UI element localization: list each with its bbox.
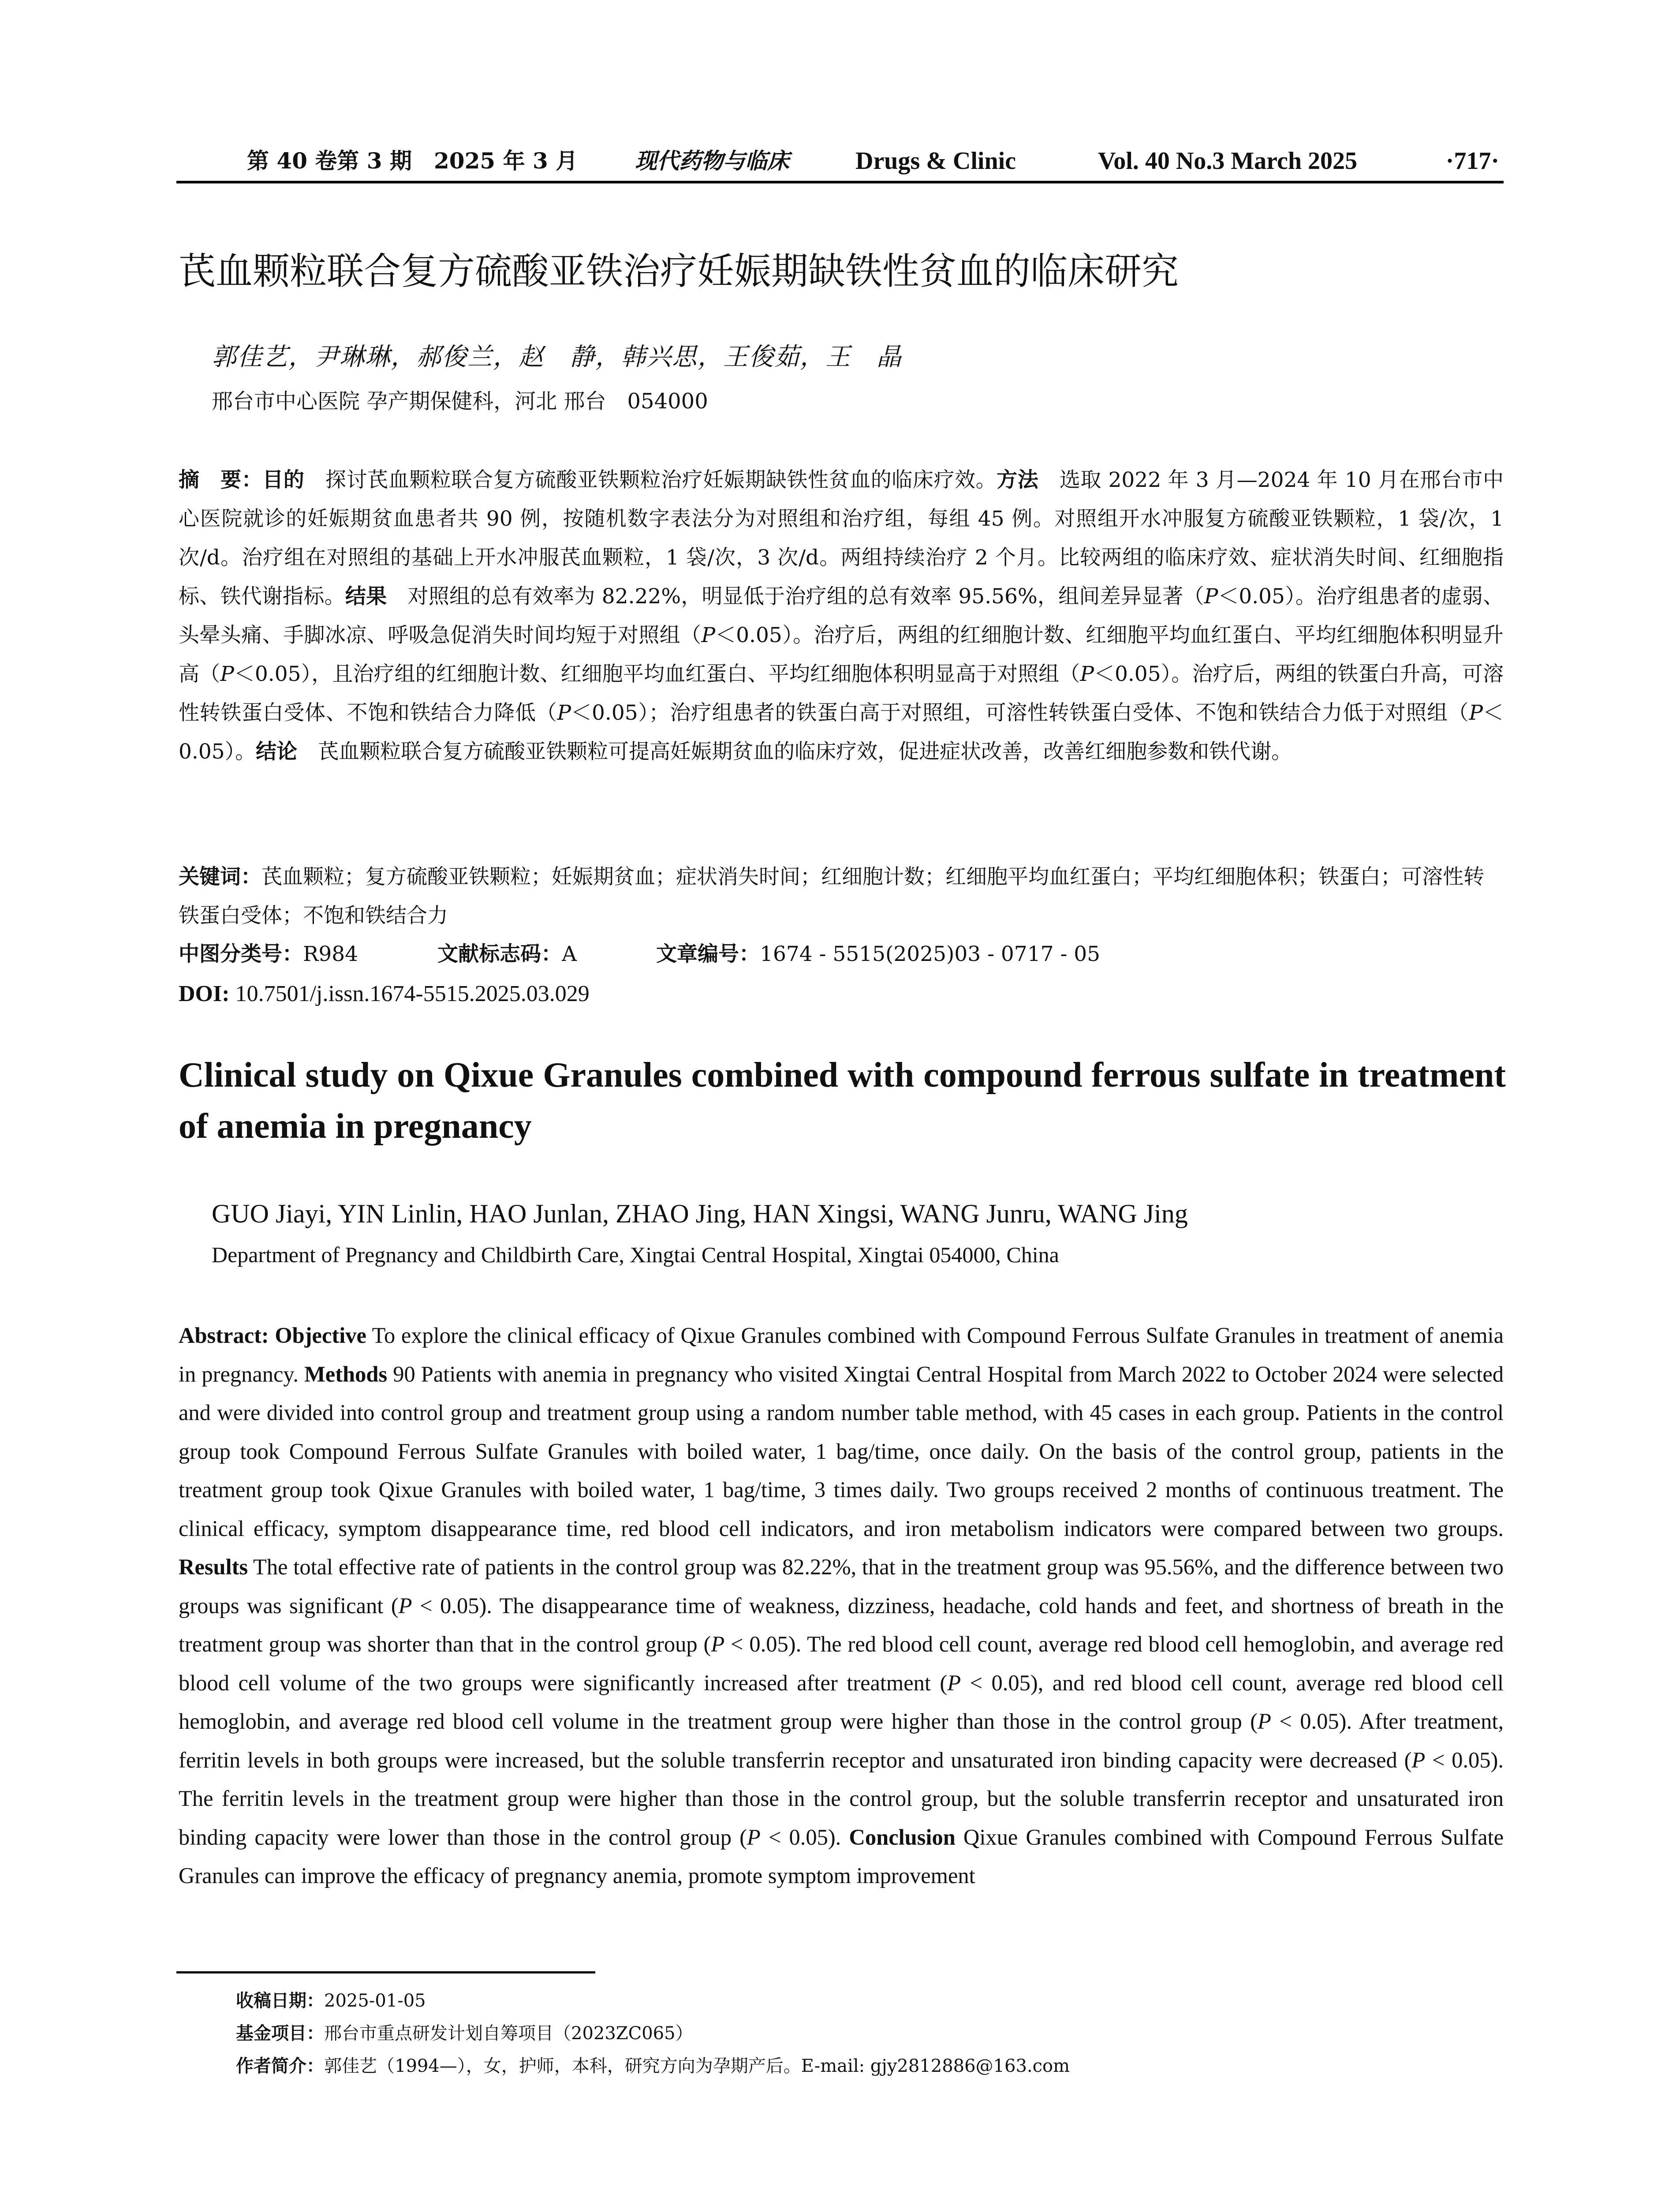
- doc-code-label: 文献标志码：: [437, 942, 562, 966]
- conclusion-cn-text: 芪血颗粒联合复方硫酸亚铁颗粒可提高妊娠期贫血的临床疗效，促进症状改善，改善红细胞参数和铁代谢。: [297, 740, 1292, 764]
- results-cn-text: ＜0.05），且治疗组的红细胞计数、红细胞平均血红蛋白、平均红细胞体积明显高于对照组（: [234, 662, 1080, 686]
- p-value-symbol: P: [1257, 1709, 1271, 1734]
- methods-cn-text: 选取 2022 年 3 月—2024 年 10 月在邢台市中心医院就诊的妊娠期贫血患者共 90 例，按随机数字表法分为对照组和治疗组，每组 45 例。对照组开水冲服复方硫酸亚铁颗粒，1 袋/次，1 次/d。治疗组在对照组的基础上开水冲服芪血颗粒，1 袋/次，3 次/d。两组持续治疗 2 个月。比较两组的临床疗效、症状消失时间、红细胞指标、铁代谢指标。: [179, 468, 1504, 609]
- keywords-cn: [179, 858, 1504, 935]
- objective-cn-label: 目的: [262, 468, 305, 492]
- results-cn-label: 结果: [345, 584, 387, 609]
- p-value-symbol: P: [220, 662, 234, 686]
- doc-code-value: A: [562, 942, 577, 966]
- header-journal-en: Drugs & Clinic: [855, 147, 1016, 175]
- results-en-text: The total effective rate of patients in the control group was 82.22%, that in the treatment group was 95.56%, and the difference between two groups was significant (: [179, 1555, 1504, 1618]
- methods-en-label: Methods: [304, 1361, 388, 1387]
- results-cn-text: ＜0.05）。治疗后，两组的红细胞计数、红细胞平均血红蛋白、平均红细胞体积明显升高（: [179, 623, 1504, 686]
- results-en-label: Results: [179, 1555, 248, 1579]
- received-value: 2025-01-05: [324, 1991, 426, 2011]
- abstract-en: [179, 1316, 1504, 1895]
- footnotes: [236, 1984, 1070, 2082]
- methods-cn-label: 方法: [997, 468, 1039, 492]
- author-bio-label: 作者简介：: [236, 2056, 324, 2076]
- results-cn-text: 对照组的总有效率为 82.22%，明显低于治疗组的总有效率 95.56%，组间差异显著（: [387, 584, 1204, 609]
- fund-value: 邢台市重点研发计划自筹项目（2023ZC065）: [324, 2023, 693, 2044]
- results-cn-text: ＜0.05）；治疗组患者的铁蛋白高于对照组，可溶性转铁蛋白受体、不饱和铁结合力低于对照组（: [571, 701, 1469, 725]
- p-value-symbol: P: [711, 1632, 725, 1656]
- results-cn-text: ＜0.05）。治疗组患者的虚弱、头晕头痛、手脚冰凉、呼吸急促消失时间均短于对照组（: [179, 584, 1504, 647]
- results-cn-text: ＜0.05）。: [179, 701, 1504, 764]
- conclusion-en-label: Conclusion: [849, 1824, 956, 1850]
- header-page-number: ·717·: [1445, 147, 1499, 175]
- affiliation-cn: 邢台市中心医院 孕产期保健科，河北 邢台 054000: [212, 389, 708, 414]
- fund-label: 基金项目：: [236, 2023, 324, 2044]
- results-cn-text: ＜0.05）。治疗后，两组的铁蛋白升高，可溶性转铁蛋白受体、不饱和铁结合力降低（: [179, 662, 1504, 725]
- p-value-symbol: P: [557, 701, 571, 725]
- p-value-symbol: P: [1080, 662, 1094, 686]
- results-en-text: < 0.05), and red blood cell count, average red blood cell hemoglobin, and average red blood cell volume in the treatment group were higher than those in the control group (: [179, 1670, 1504, 1734]
- conclusion-cn-label: 结论: [256, 740, 298, 764]
- authors-cn: 郭佳艺，尹琳琳，郝俊兰，赵 静，韩兴思，王俊茹，王 晶: [212, 343, 902, 371]
- running-header: [176, 142, 1504, 183]
- keywords-cn-text: 芪血颗粒；复方硫酸亚铁颗粒；妊娠期贫血；症状消失时间；红细胞计数；红细胞平均血红蛋白；平均红细胞体积；铁蛋白；可溶性转铁蛋白受体；不饱和铁结合力: [179, 865, 1484, 928]
- p-value-symbol: P: [1204, 584, 1218, 609]
- p-value-symbol: P: [398, 1593, 412, 1618]
- abstract-cn: [179, 461, 1504, 771]
- doi-label: DOI:: [179, 981, 230, 1006]
- results-en-text: < 0.05). The ferritin levels in the treatment group were higher than those in the control group, but the soluble transferrin receptor and unsaturated iron binding capacity were lower than those in the control group (: [179, 1747, 1504, 1850]
- footnote-received: [236, 1984, 1070, 2017]
- p-value-symbol: P: [947, 1670, 961, 1695]
- header-issue-cn: 第 40 卷第 3 期 2025 年 3 月: [247, 148, 578, 174]
- results-en-text: < 0.05). The disappearance time of weakness, dizziness, headache, cold hands and feet, and shortness of breath in the treatment group was shorter than that in the control group (: [179, 1593, 1504, 1656]
- article-number-label: 文章编号：: [656, 942, 760, 966]
- authors-en: GUO Jiayi, YIN Linlin, HAO Junlan, ZHAO Jing, HAN Xingsi, WANG Junru, WANG Jing: [212, 1199, 1188, 1228]
- methods-en-text: 90 Patients with anemia in pregnancy who visited Xingtai Central Hospital from March 2022 to October 2024 were selected and were divided into control group and treatment group using a random number table method, with 45 cases in each group. Patients in the control group took Compound Ferrous Sulfate Granules with boiled water, 1 bag/time, once daily. On the basis of the control group, patients in the treatment group took Qixue Granules with boiled water, 1 bag/time, 3 times daily. Two groups received 2 months of continuous treatment. The clinical efficacy, symptom disappearance time, red blood cell indicators, and iron metabolism indicators were compared between two groups.: [179, 1361, 1504, 1541]
- conclusion-en-text: Qixue Granules combined with Compound Ferrous Sulfate Granules can improve the efficacy of pregnancy anemia, promote symptom improvement: [179, 1824, 1504, 1888]
- keywords-cn-label: 关键词：: [179, 865, 261, 889]
- results-en-text: < 0.05).: [760, 1824, 849, 1850]
- p-value-symbol: P: [747, 1824, 761, 1850]
- objective-en-text: To explore the clinical efficacy of Qixue Granules combined with Compound Ferrous Sulfate Granules in treatment of anemia in pregnancy.: [179, 1323, 1504, 1387]
- header-volume-en: Vol. 40 No.3 March 2025: [1098, 147, 1357, 175]
- abstract-en-label: Abstract: Objective: [179, 1323, 366, 1348]
- p-value-symbol: P: [1469, 701, 1483, 725]
- results-en-text: < 0.05). After treatment, ferritin levels in both groups were increased, but the soluble transferrin receptor and unsaturated iron binding capacity were decreased (: [179, 1709, 1504, 1772]
- doi-value: 10.7501/j.issn.1674-5515.2025.03.029: [229, 981, 590, 1006]
- clc-value: R984: [303, 942, 358, 966]
- abstract-cn-label: 摘 要：: [179, 468, 263, 492]
- p-value-symbol: P: [701, 623, 716, 647]
- footnote-fund: [236, 2017, 1070, 2050]
- classification-line: [179, 935, 1504, 974]
- footnote-divider: [176, 1971, 595, 1973]
- paper-title-en: Clinical study on Qixue Granules combined with compound ferrous sulfate in treatment of anemia in pregnancy: [179, 1056, 1506, 1146]
- clc-label: 中图分类号：: [179, 942, 303, 966]
- author-bio-value: 郭佳艺（1994—），女，护师，本科，研究方向为孕期产后。E-mail: gjy2812886@163.com: [324, 2056, 1070, 2076]
- paper-title-cn: 芪血颗粒联合复方硫酸亚铁治疗妊娠期缺铁性贫血的临床研究: [179, 250, 1179, 293]
- doi-line: [179, 975, 1504, 1013]
- affiliation-en: Department of Pregnancy and Childbirth Care, Xingtai Central Hospital, Xingtai 054000, China: [212, 1242, 1059, 1267]
- header-journal-cn: 现代药物与临床: [635, 148, 789, 174]
- footnote-author: [236, 2050, 1070, 2082]
- objective-cn-text: 探讨芪血颗粒联合复方硫酸亚铁颗粒治疗妊娠期缺铁性贫血的临床疗效。: [304, 468, 997, 492]
- p-value-symbol: P: [1411, 1747, 1426, 1772]
- results-en-text: < 0.05). The red blood cell count, average red blood cell hemoglobin, and average red blood cell volume of the two groups were significantly increased after treatment (: [179, 1632, 1504, 1695]
- received-label: 收稿日期：: [236, 1991, 324, 2011]
- article-number-value: 1674 - 5515(2025)03 - 0717 - 05: [760, 942, 1101, 966]
